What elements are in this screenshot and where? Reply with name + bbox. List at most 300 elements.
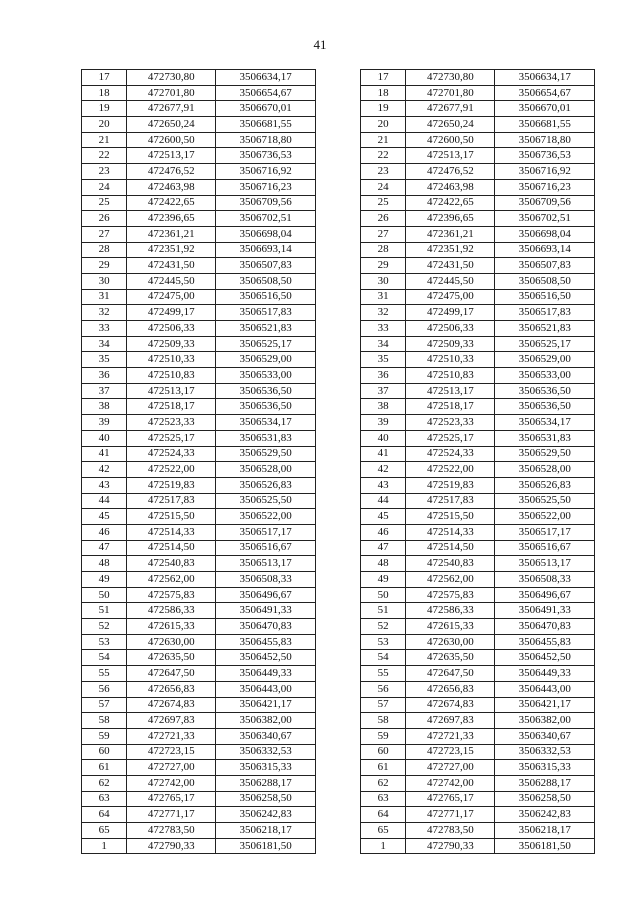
right-y-coordinate-cell: 3506526,83 [495, 477, 595, 493]
right-point-number-cell: 23 [361, 164, 406, 180]
left-y-coordinate-cell: 3506709,56 [216, 195, 316, 211]
left-point-number-cell: 44 [82, 493, 127, 509]
left-x-coordinate-cell: 472783,50 [127, 823, 216, 839]
right-point-number-cell: 25 [361, 195, 406, 211]
left-point-number-cell: 17 [82, 70, 127, 86]
left-y-coordinate-cell: 3506449,33 [216, 666, 316, 682]
right-y-coordinate-cell: 3506531,83 [495, 430, 595, 446]
right-point-number-cell: 17 [361, 70, 406, 86]
right-x-coordinate-cell: 472519,83 [406, 477, 495, 493]
table-row [82, 399, 595, 415]
right-x-coordinate-cell: 472656,83 [406, 681, 495, 697]
left-point-number-cell: 42 [82, 462, 127, 478]
right-x-coordinate-cell: 472518,17 [406, 399, 495, 415]
left-y-coordinate-cell: 3506634,17 [216, 70, 316, 86]
table-row [82, 211, 595, 227]
right-y-coordinate-cell: 3506340,67 [495, 728, 595, 744]
right-point-number-cell: 31 [361, 289, 406, 305]
table-row [82, 85, 595, 101]
column-gap [315, 117, 360, 133]
right-x-coordinate-cell: 472522,00 [406, 462, 495, 478]
left-point-number-cell: 28 [82, 242, 127, 258]
right-x-coordinate-cell: 472510,33 [406, 352, 495, 368]
right-x-coordinate-cell: 472431,50 [406, 258, 495, 274]
left-y-coordinate-cell: 3506529,00 [216, 352, 316, 368]
right-point-number-cell: 42 [361, 462, 406, 478]
left-x-coordinate-cell: 472540,83 [127, 556, 216, 572]
left-x-coordinate-cell: 472701,80 [127, 85, 216, 101]
left-x-coordinate-cell: 472422,65 [127, 195, 216, 211]
table-row [82, 509, 595, 525]
right-x-coordinate-cell: 472790,33 [406, 838, 495, 854]
column-gap [315, 242, 360, 258]
right-y-coordinate-cell: 3506258,50 [495, 791, 595, 807]
right-y-coordinate-cell: 3506242,83 [495, 807, 595, 823]
right-point-number-cell: 18 [361, 85, 406, 101]
column-gap [315, 132, 360, 148]
left-point-number-cell: 63 [82, 791, 127, 807]
left-point-number-cell: 58 [82, 713, 127, 729]
left-point-number-cell: 53 [82, 634, 127, 650]
left-y-coordinate-cell: 3506525,17 [216, 336, 316, 352]
right-x-coordinate-cell: 472510,83 [406, 368, 495, 384]
right-x-coordinate-cell: 472396,65 [406, 211, 495, 227]
left-y-coordinate-cell: 3506528,00 [216, 462, 316, 478]
left-x-coordinate-cell: 472650,24 [127, 117, 216, 133]
left-y-coordinate-cell: 3506508,50 [216, 273, 316, 289]
left-y-coordinate-cell: 3506288,17 [216, 775, 316, 791]
column-gap [315, 258, 360, 274]
right-y-coordinate-cell: 3506521,83 [495, 321, 595, 337]
right-y-coordinate-cell: 3506421,17 [495, 697, 595, 713]
right-point-number-cell: 45 [361, 509, 406, 525]
right-y-coordinate-cell: 3506443,00 [495, 681, 595, 697]
left-point-number-cell: 38 [82, 399, 127, 415]
left-x-coordinate-cell: 472647,50 [127, 666, 216, 682]
right-point-number-cell: 1 [361, 838, 406, 854]
right-y-coordinate-cell: 3506522,00 [495, 509, 595, 525]
left-point-number-cell: 36 [82, 368, 127, 384]
right-x-coordinate-cell: 472514,50 [406, 540, 495, 556]
right-x-coordinate-cell: 472647,50 [406, 666, 495, 682]
left-point-number-cell: 41 [82, 446, 127, 462]
left-x-coordinate-cell: 472396,65 [127, 211, 216, 227]
left-x-coordinate-cell: 472351,92 [127, 242, 216, 258]
left-y-coordinate-cell: 3506521,83 [216, 321, 316, 337]
column-gap [315, 321, 360, 337]
left-point-number-cell: 59 [82, 728, 127, 744]
table-row [82, 70, 595, 86]
right-point-number-cell: 37 [361, 383, 406, 399]
column-gap [315, 509, 360, 525]
left-y-coordinate-cell: 3506716,92 [216, 164, 316, 180]
column-gap [315, 807, 360, 823]
left-point-number-cell: 50 [82, 587, 127, 603]
left-x-coordinate-cell: 472522,00 [127, 462, 216, 478]
column-gap [315, 289, 360, 305]
right-x-coordinate-cell: 472600,50 [406, 132, 495, 148]
left-y-coordinate-cell: 3506181,50 [216, 838, 316, 854]
right-point-number-cell: 26 [361, 211, 406, 227]
right-y-coordinate-cell: 3506455,83 [495, 634, 595, 650]
left-point-number-cell: 30 [82, 273, 127, 289]
right-x-coordinate-cell: 472476,52 [406, 164, 495, 180]
left-x-coordinate-cell: 472431,50 [127, 258, 216, 274]
right-x-coordinate-cell: 472575,83 [406, 587, 495, 603]
right-point-number-cell: 60 [361, 744, 406, 760]
right-x-coordinate-cell: 472765,17 [406, 791, 495, 807]
right-x-coordinate-cell: 472475,00 [406, 289, 495, 305]
column-gap [315, 572, 360, 588]
right-point-number-cell: 47 [361, 540, 406, 556]
left-x-coordinate-cell: 472630,00 [127, 634, 216, 650]
table-row [82, 603, 595, 619]
left-y-coordinate-cell: 3506718,80 [216, 132, 316, 148]
right-y-coordinate-cell: 3506716,92 [495, 164, 595, 180]
left-point-number-cell: 47 [82, 540, 127, 556]
left-y-coordinate-cell: 3506681,55 [216, 117, 316, 133]
right-y-coordinate-cell: 3506634,17 [495, 70, 595, 86]
column-gap [315, 775, 360, 791]
right-x-coordinate-cell: 472540,83 [406, 556, 495, 572]
table-row [82, 117, 595, 133]
right-x-coordinate-cell: 472509,33 [406, 336, 495, 352]
table-row [82, 368, 595, 384]
left-point-number-cell: 65 [82, 823, 127, 839]
column-gap [315, 650, 360, 666]
right-y-coordinate-cell: 3506470,83 [495, 619, 595, 635]
column-gap [315, 430, 360, 446]
right-y-coordinate-cell: 3506449,33 [495, 666, 595, 682]
left-point-number-cell: 21 [82, 132, 127, 148]
right-point-number-cell: 53 [361, 634, 406, 650]
right-y-coordinate-cell: 3506528,00 [495, 462, 595, 478]
right-x-coordinate-cell: 472351,92 [406, 242, 495, 258]
column-gap [315, 179, 360, 195]
table-row [82, 587, 595, 603]
left-x-coordinate-cell: 472677,91 [127, 101, 216, 117]
table-row [82, 258, 595, 274]
column-gap [315, 603, 360, 619]
right-point-number-cell: 56 [361, 681, 406, 697]
right-x-coordinate-cell: 472515,50 [406, 509, 495, 525]
left-x-coordinate-cell: 472723,15 [127, 744, 216, 760]
right-y-coordinate-cell: 3506525,50 [495, 493, 595, 509]
right-point-number-cell: 35 [361, 352, 406, 368]
column-gap [315, 195, 360, 211]
column-gap [315, 744, 360, 760]
left-y-coordinate-cell: 3506315,33 [216, 760, 316, 776]
left-point-number-cell: 55 [82, 666, 127, 682]
left-x-coordinate-cell: 472513,17 [127, 148, 216, 164]
table-row [82, 775, 595, 791]
left-x-coordinate-cell: 472499,17 [127, 305, 216, 321]
table-row [82, 744, 595, 760]
column-gap [315, 226, 360, 242]
right-y-coordinate-cell: 3506670,01 [495, 101, 595, 117]
left-x-coordinate-cell: 472510,83 [127, 368, 216, 384]
left-point-number-cell: 33 [82, 321, 127, 337]
column-gap [315, 368, 360, 384]
right-point-number-cell: 51 [361, 603, 406, 619]
right-point-number-cell: 57 [361, 697, 406, 713]
table-row [82, 148, 595, 164]
left-x-coordinate-cell: 472445,50 [127, 273, 216, 289]
table-row [82, 524, 595, 540]
right-x-coordinate-cell: 472701,80 [406, 85, 495, 101]
right-point-number-cell: 58 [361, 713, 406, 729]
right-point-number-cell: 39 [361, 415, 406, 431]
right-y-coordinate-cell: 3506698,04 [495, 226, 595, 242]
table-row [82, 226, 595, 242]
coordinates-table [81, 69, 595, 854]
column-gap [315, 211, 360, 227]
column-gap [315, 634, 360, 650]
right-x-coordinate-cell: 472783,50 [406, 823, 495, 839]
left-x-coordinate-cell: 472524,33 [127, 446, 216, 462]
column-gap [315, 85, 360, 101]
right-point-number-cell: 29 [361, 258, 406, 274]
right-x-coordinate-cell: 472524,33 [406, 446, 495, 462]
left-x-coordinate-cell: 472600,50 [127, 132, 216, 148]
table-row [82, 430, 595, 446]
left-y-coordinate-cell: 3506332,53 [216, 744, 316, 760]
right-point-number-cell: 38 [361, 399, 406, 415]
left-point-number-cell: 32 [82, 305, 127, 321]
table-row [82, 462, 595, 478]
right-y-coordinate-cell: 3506536,50 [495, 399, 595, 415]
right-point-number-cell: 28 [361, 242, 406, 258]
right-point-number-cell: 63 [361, 791, 406, 807]
right-x-coordinate-cell: 472742,00 [406, 775, 495, 791]
table-row [82, 101, 595, 117]
column-gap [315, 352, 360, 368]
right-point-number-cell: 24 [361, 179, 406, 195]
column-gap [315, 462, 360, 478]
right-x-coordinate-cell: 472630,00 [406, 634, 495, 650]
left-y-coordinate-cell: 3506693,14 [216, 242, 316, 258]
right-x-coordinate-cell: 472506,33 [406, 321, 495, 337]
left-y-coordinate-cell: 3506421,17 [216, 697, 316, 713]
right-y-coordinate-cell: 3506529,00 [495, 352, 595, 368]
column-gap [315, 70, 360, 86]
right-point-number-cell: 61 [361, 760, 406, 776]
table-row [82, 477, 595, 493]
table-row [82, 273, 595, 289]
left-point-number-cell: 49 [82, 572, 127, 588]
left-y-coordinate-cell: 3506536,50 [216, 383, 316, 399]
right-point-number-cell: 34 [361, 336, 406, 352]
column-gap [315, 415, 360, 431]
column-gap [315, 838, 360, 854]
column-gap [315, 305, 360, 321]
left-point-number-cell: 27 [82, 226, 127, 242]
left-point-number-cell: 19 [82, 101, 127, 117]
left-x-coordinate-cell: 472562,00 [127, 572, 216, 588]
left-x-coordinate-cell: 472518,17 [127, 399, 216, 415]
left-x-coordinate-cell: 472674,83 [127, 697, 216, 713]
column-gap [315, 540, 360, 556]
right-x-coordinate-cell: 472586,33 [406, 603, 495, 619]
left-x-coordinate-cell: 472463,98 [127, 179, 216, 195]
right-y-coordinate-cell: 3506536,50 [495, 383, 595, 399]
column-gap [315, 697, 360, 713]
right-x-coordinate-cell: 472514,33 [406, 524, 495, 540]
right-x-coordinate-cell: 472513,17 [406, 383, 495, 399]
column-gap [315, 383, 360, 399]
left-x-coordinate-cell: 472510,33 [127, 352, 216, 368]
table-row [82, 415, 595, 431]
table-row [82, 572, 595, 588]
left-y-coordinate-cell: 3506242,83 [216, 807, 316, 823]
right-x-coordinate-cell: 472674,83 [406, 697, 495, 713]
right-x-coordinate-cell: 472697,83 [406, 713, 495, 729]
left-y-coordinate-cell: 3506382,00 [216, 713, 316, 729]
left-x-coordinate-cell: 472727,00 [127, 760, 216, 776]
left-point-number-cell: 24 [82, 179, 127, 195]
right-y-coordinate-cell: 3506693,14 [495, 242, 595, 258]
left-y-coordinate-cell: 3506716,23 [216, 179, 316, 195]
right-point-number-cell: 22 [361, 148, 406, 164]
table-row [82, 681, 595, 697]
right-y-coordinate-cell: 3506332,53 [495, 744, 595, 760]
right-point-number-cell: 41 [361, 446, 406, 462]
table-row [82, 352, 595, 368]
right-x-coordinate-cell: 472445,50 [406, 273, 495, 289]
column-gap [315, 101, 360, 117]
left-y-coordinate-cell: 3506531,83 [216, 430, 316, 446]
table-row [82, 619, 595, 635]
right-point-number-cell: 65 [361, 823, 406, 839]
left-y-coordinate-cell: 3506517,83 [216, 305, 316, 321]
left-x-coordinate-cell: 472506,33 [127, 321, 216, 337]
left-y-coordinate-cell: 3506698,04 [216, 226, 316, 242]
page-number: 41 [313, 37, 327, 52]
table-row [82, 650, 595, 666]
left-x-coordinate-cell: 472635,50 [127, 650, 216, 666]
left-y-coordinate-cell: 3506522,00 [216, 509, 316, 525]
right-point-number-cell: 36 [361, 368, 406, 384]
right-y-coordinate-cell: 3506654,67 [495, 85, 595, 101]
left-point-number-cell: 1 [82, 838, 127, 854]
left-y-coordinate-cell: 3506534,17 [216, 415, 316, 431]
left-y-coordinate-cell: 3506533,00 [216, 368, 316, 384]
column-gap [315, 399, 360, 415]
right-x-coordinate-cell: 472499,17 [406, 305, 495, 321]
right-y-coordinate-cell: 3506508,50 [495, 273, 595, 289]
left-point-number-cell: 62 [82, 775, 127, 791]
table-row [82, 305, 595, 321]
column-gap [315, 336, 360, 352]
table-row [82, 493, 595, 509]
left-x-coordinate-cell: 472790,33 [127, 838, 216, 854]
left-x-coordinate-cell: 472476,52 [127, 164, 216, 180]
left-y-coordinate-cell: 3506340,67 [216, 728, 316, 744]
left-y-coordinate-cell: 3506258,50 [216, 791, 316, 807]
left-y-coordinate-cell: 3506736,53 [216, 148, 316, 164]
right-point-number-cell: 50 [361, 587, 406, 603]
right-y-coordinate-cell: 3506496,67 [495, 587, 595, 603]
right-y-coordinate-cell: 3506452,50 [495, 650, 595, 666]
column-gap [315, 273, 360, 289]
left-point-number-cell: 37 [82, 383, 127, 399]
left-y-coordinate-cell: 3506517,17 [216, 524, 316, 540]
right-x-coordinate-cell: 472517,83 [406, 493, 495, 509]
right-point-number-cell: 55 [361, 666, 406, 682]
left-y-coordinate-cell: 3506516,67 [216, 540, 316, 556]
table-row [82, 289, 595, 305]
right-y-coordinate-cell: 3506736,53 [495, 148, 595, 164]
table-row [82, 321, 595, 337]
right-y-coordinate-cell: 3506718,80 [495, 132, 595, 148]
right-point-number-cell: 33 [361, 321, 406, 337]
left-point-number-cell: 35 [82, 352, 127, 368]
left-point-number-cell: 48 [82, 556, 127, 572]
column-gap [315, 760, 360, 776]
left-point-number-cell: 20 [82, 117, 127, 133]
left-x-coordinate-cell: 472525,17 [127, 430, 216, 446]
left-point-number-cell: 57 [82, 697, 127, 713]
left-x-coordinate-cell: 472575,83 [127, 587, 216, 603]
right-point-number-cell: 59 [361, 728, 406, 744]
right-y-coordinate-cell: 3506508,33 [495, 572, 595, 588]
right-x-coordinate-cell: 472463,98 [406, 179, 495, 195]
left-y-coordinate-cell: 3506508,33 [216, 572, 316, 588]
column-gap [315, 681, 360, 697]
right-y-coordinate-cell: 3506513,17 [495, 556, 595, 572]
left-point-number-cell: 22 [82, 148, 127, 164]
table-row [82, 838, 595, 854]
left-y-coordinate-cell: 3506525,50 [216, 493, 316, 509]
left-point-number-cell: 64 [82, 807, 127, 823]
column-gap [315, 477, 360, 493]
table-row [82, 195, 595, 211]
right-x-coordinate-cell: 472513,17 [406, 148, 495, 164]
table-row [82, 666, 595, 682]
table-row [82, 713, 595, 729]
column-gap [315, 791, 360, 807]
left-point-number-cell: 45 [82, 509, 127, 525]
right-x-coordinate-cell: 472723,15 [406, 744, 495, 760]
left-point-number-cell: 23 [82, 164, 127, 180]
right-y-coordinate-cell: 3506702,51 [495, 211, 595, 227]
right-x-coordinate-cell: 472650,24 [406, 117, 495, 133]
right-point-number-cell: 49 [361, 572, 406, 588]
right-point-number-cell: 46 [361, 524, 406, 540]
left-x-coordinate-cell: 472742,00 [127, 775, 216, 791]
left-point-number-cell: 25 [82, 195, 127, 211]
column-gap [315, 148, 360, 164]
coordinates-table-body [82, 70, 595, 854]
right-y-coordinate-cell: 3506382,00 [495, 713, 595, 729]
left-y-coordinate-cell: 3506513,17 [216, 556, 316, 572]
table-row [82, 634, 595, 650]
table-row [82, 823, 595, 839]
left-point-number-cell: 56 [82, 681, 127, 697]
right-point-number-cell: 20 [361, 117, 406, 133]
left-x-coordinate-cell: 472765,17 [127, 791, 216, 807]
left-y-coordinate-cell: 3506452,50 [216, 650, 316, 666]
left-y-coordinate-cell: 3506470,83 [216, 619, 316, 635]
left-point-number-cell: 34 [82, 336, 127, 352]
left-point-number-cell: 40 [82, 430, 127, 446]
column-gap [315, 493, 360, 509]
left-point-number-cell: 51 [82, 603, 127, 619]
column-gap [315, 713, 360, 729]
left-y-coordinate-cell: 3506218,17 [216, 823, 316, 839]
table-row [82, 697, 595, 713]
left-x-coordinate-cell: 472730,80 [127, 70, 216, 86]
